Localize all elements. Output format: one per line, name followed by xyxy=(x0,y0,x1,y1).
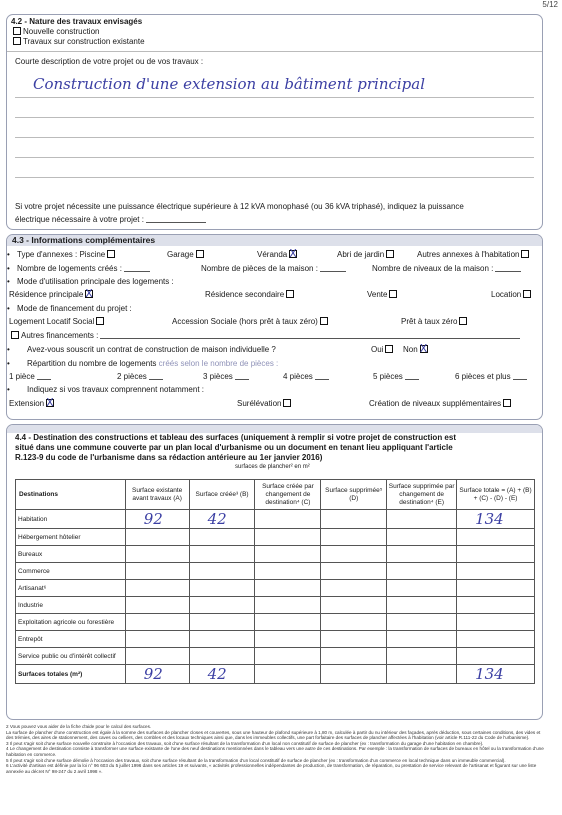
col-header-e: Surface supprimée par changement de destination⁴ (E) xyxy=(387,480,457,510)
surface-cell-total[interactable] xyxy=(457,614,535,631)
surface-cell-e[interactable] xyxy=(387,580,457,597)
surface-cell-c[interactable] xyxy=(255,510,321,529)
surface-cell-a[interactable]: 92 xyxy=(125,665,189,684)
footnotes xyxy=(6,724,546,774)
pieces-6: 6 pièces et plus xyxy=(455,372,529,381)
nb-pieces-input[interactable] xyxy=(320,271,346,272)
surface-cell-a[interactable] xyxy=(125,614,189,631)
checkbox-ptz[interactable] xyxy=(459,317,467,325)
destination-label: Habitation xyxy=(16,510,126,529)
surface-cell-d[interactable] xyxy=(321,563,387,580)
surface-cell-d[interactable] xyxy=(321,648,387,665)
contrat-non: NonX xyxy=(403,345,430,354)
table-row xyxy=(16,631,535,648)
checkbox-residence-principale[interactable] xyxy=(85,290,93,298)
surface-cell-total[interactable]: 134 xyxy=(457,665,535,684)
table-row xyxy=(16,597,535,614)
surface-cell-e[interactable] xyxy=(387,597,457,614)
description-line xyxy=(15,137,534,138)
pieces-5-input[interactable] xyxy=(405,379,419,380)
surface-cell-b[interactable] xyxy=(189,580,255,597)
table-row xyxy=(16,614,535,631)
surface-cell-b[interactable] xyxy=(189,563,255,580)
col-header-d: Surface supprimée⁵ (D) xyxy=(321,480,387,510)
checkbox-autres-financements[interactable] xyxy=(11,331,19,339)
checkbox-veranda[interactable] xyxy=(289,250,297,258)
col-header-c: Surface créée par changement de destination⁴ (C) xyxy=(255,480,321,510)
surface-cell-a[interactable] xyxy=(125,597,189,614)
divider xyxy=(7,51,542,52)
surface-cell-d[interactable] xyxy=(321,597,387,614)
autres-financements-input[interactable] xyxy=(100,338,520,339)
table-row xyxy=(16,665,535,684)
surface-cell-a[interactable] xyxy=(125,529,189,546)
destination-label: Entrepôt xyxy=(16,631,126,648)
surface-cell-d[interactable] xyxy=(321,546,387,563)
section-4-4-bar xyxy=(7,425,542,433)
surface-cell-e[interactable] xyxy=(387,614,457,631)
surelevation: Surélévation xyxy=(237,399,293,408)
vente: Vente xyxy=(367,290,399,299)
mode-financement-label: • Mode de financement du projet : xyxy=(7,304,132,313)
checkbox-piscine[interactable] xyxy=(107,250,115,258)
col-header-total: Surface totale = (A) + (B) + (C) - (D) - (E) xyxy=(457,480,535,510)
option-existing-construction[interactable]: Travaux sur construction existante xyxy=(11,37,145,46)
surface-cell-b[interactable] xyxy=(189,631,255,648)
footnote: 3 Il peut s'agir soit d'une surface nouvelle construite à l'occasion des travaux, soit d'une surface résultant de la transformation d'un local non constitutif de surface de plancher (ex : transformation du garage d'une habitation en chambre). xyxy=(6,740,484,746)
table-row xyxy=(16,510,535,529)
description-line xyxy=(15,177,534,178)
surface-cell-a[interactable] xyxy=(125,648,189,665)
surface-cell-e[interactable] xyxy=(387,563,457,580)
surface-cell-d[interactable] xyxy=(321,665,387,684)
power-question: Si votre projet nécessite une puissance électrique supérieure à 12 kVA monophasé (ou 36 kVA triphasé), indiquez la puissance xyxy=(15,202,464,211)
niveaux-supplementaires: Création de niveaux supplémentaires xyxy=(369,399,513,408)
repartition-label: • Répartition du nombre de logements créés selon le nombre de pièces : xyxy=(7,359,279,368)
surface-cell-a[interactable] xyxy=(125,580,189,597)
surface-cell-b[interactable] xyxy=(189,529,255,546)
surface-cell-e[interactable] xyxy=(387,648,457,665)
travaux-question: • Indiquez si vos travaux comprennent notamment : xyxy=(7,385,204,394)
checkbox-extension[interactable] xyxy=(46,399,54,407)
surface-cell-c[interactable] xyxy=(255,580,321,597)
nb-niveaux-input[interactable] xyxy=(495,271,521,272)
pieces-1: 1 pièce xyxy=(9,372,53,381)
surface-cell-c[interactable] xyxy=(255,648,321,665)
surface-cell-b[interactable] xyxy=(189,597,255,614)
table-row xyxy=(16,563,535,580)
surface-cell-total[interactable] xyxy=(457,529,535,546)
table-row xyxy=(16,580,535,597)
checkbox-non[interactable] xyxy=(420,345,428,353)
description-line xyxy=(15,117,534,118)
description-value[interactable]: Construction d'une extension au bâtiment principal xyxy=(33,75,426,93)
surface-cell-a[interactable] xyxy=(125,563,189,580)
section-4-2-title: 4.2 - Nature des travaux envisagés xyxy=(11,17,143,26)
checkbox-garage[interactable] xyxy=(196,250,204,258)
table-row xyxy=(16,648,535,665)
autres-financements: Autres financements : xyxy=(9,331,522,340)
checkbox-abri[interactable] xyxy=(386,250,394,258)
power-question-line2: électrique nécessaire à votre projet : xyxy=(15,215,208,224)
section-4-4-title-line1: 4.4 - Destination des constructions et tableau des surfaces (uniquement à remplir si votre projet de construction est xyxy=(15,433,456,442)
surface-cell-d[interactable] xyxy=(321,580,387,597)
surface-cell-d[interactable] xyxy=(321,631,387,648)
surface-cell-total[interactable] xyxy=(457,631,535,648)
checkbox-lls[interactable] xyxy=(96,317,104,325)
footnote: 5 Il peut s'agir soit d'une surface démolie à l'occasion des travaux, soit d'une surface résultant de la transformation d'un local constitutif de surface de plancher (ex : transformation d'un commerce en local technique dans un immeuble commercial). xyxy=(6,757,506,763)
annex-autres: Autres annexes à l'habitation xyxy=(417,250,531,259)
surface-cell-total[interactable] xyxy=(457,580,535,597)
pieces-6-input[interactable] xyxy=(513,379,527,380)
nb-pieces: Nombre de pièces de la maison : xyxy=(201,264,348,273)
destination-label: Artisanat⁶ xyxy=(16,580,126,597)
surface-cell-total[interactable] xyxy=(457,563,535,580)
ptz: Prêt à taux zéro xyxy=(401,317,469,326)
col-header-a: Surface existante avant travaux (A) xyxy=(125,480,189,510)
destination-label: Industrie xyxy=(16,597,126,614)
col-header-destinations: Destinations xyxy=(16,480,126,510)
accession-sociale: Accession Sociale (hors prêt à taux zéro) xyxy=(172,317,330,326)
pieces-5: 5 pièces xyxy=(373,372,421,381)
surface-cell-total[interactable]: 134 xyxy=(457,510,535,529)
footnote: 6 L'activité d'artisan est définie par la loi n° 96 603 du 5 juillet 1996 dans ses articles 19 et suivants, « activités professionnelles indépendantes de production, de transformation, de réparation, ou prestation de service relevant de l'artisanat et figurant sur une liste annexée au décret N° 98-247 du 2 avril 1998 ». xyxy=(6,763,537,774)
checkbox-surelevation[interactable] xyxy=(283,399,291,407)
checkbox-existing-construction[interactable] xyxy=(13,37,21,45)
checkbox-vente[interactable] xyxy=(389,290,397,298)
nb-niveaux: Nombre de niveaux de la maison : xyxy=(372,264,523,273)
surface-cell-e[interactable] xyxy=(387,631,457,648)
pieces-2: 2 pièces xyxy=(117,372,165,381)
surface-cell-a[interactable]: 92 xyxy=(125,510,189,529)
surface-cell-total[interactable] xyxy=(457,597,535,614)
table-row xyxy=(16,546,535,563)
surface-cell-c[interactable] xyxy=(255,631,321,648)
checkbox-oui[interactable] xyxy=(385,345,393,353)
table-row xyxy=(16,529,535,546)
surface-cell-e[interactable] xyxy=(387,546,457,563)
surface-cell-b[interactable]: 42 xyxy=(189,665,255,684)
page-number: 5/12 xyxy=(542,0,558,9)
section-4-4-title-line2: situé dans une commune couverte par un plan local d'urbanisme ou un document en tenant lieu appliquant l'article xyxy=(15,443,453,452)
section-4-3-header xyxy=(7,235,542,246)
surface-cell-e[interactable] xyxy=(387,665,457,684)
surface-cell-e[interactable] xyxy=(387,529,457,546)
footnote: La surface de plancher d'une construction est égale à la somme des surfaces de plancher closes et couvertes, sous une hauteur de plafond supérieure à 1,80 m, calculée à partir du nu intérieur des façades, après déduction, sous certaines conditions, des vides et des trémies, des aires de stationnement, des caves ou celliers, des combles et des locaux techniques ainsi que, dans les immeubles collectifs, une part forfaitaire des surfaces de plancher affectées à l'habitation (voir article R.111-22 du Code de l'urbanisme). xyxy=(6,729,541,741)
pieces-4: 4 pièces xyxy=(283,372,331,381)
surface-cell-e[interactable] xyxy=(387,510,457,529)
pieces-3-input[interactable] xyxy=(235,379,249,380)
power-input[interactable] xyxy=(146,222,206,223)
surface-cell-b[interactable] xyxy=(189,648,255,665)
option-new-construction[interactable]: Nouvelle construction xyxy=(11,27,99,36)
surface-cell-a[interactable] xyxy=(125,546,189,563)
checkbox-accession-sociale[interactable] xyxy=(320,317,328,325)
surface-cell-b[interactable]: 42 xyxy=(189,510,255,529)
col-header-b: Surface créée³ (B) xyxy=(189,480,255,510)
checkbox-niveaux-supplementaires[interactable] xyxy=(503,399,511,407)
table-header-row xyxy=(16,480,535,510)
mode-utilisation-label: • Mode d'utilisation principale des logements : xyxy=(7,277,174,286)
description-line xyxy=(15,157,534,158)
section-4-3 xyxy=(6,234,543,420)
surface-cell-b[interactable] xyxy=(189,546,255,563)
destination-label: Commerce xyxy=(16,563,126,580)
surface-cell-d[interactable] xyxy=(321,510,387,529)
surface-cell-b[interactable] xyxy=(189,614,255,631)
checkbox-location[interactable] xyxy=(523,290,531,298)
annex-veranda: VérandaX xyxy=(257,250,299,259)
surfaces-table-body xyxy=(16,510,535,684)
contrat-oui: Oui xyxy=(371,345,395,354)
surface-cell-c[interactable] xyxy=(255,563,321,580)
surface-cell-c[interactable] xyxy=(255,597,321,614)
surface-cell-c[interactable] xyxy=(255,614,321,631)
destination-label: Hébergement hôtelier xyxy=(16,529,126,546)
section-4-4 xyxy=(6,424,543,720)
surface-cell-d[interactable] xyxy=(321,614,387,631)
nb-logements: • Nombre de logements créés : xyxy=(7,264,152,273)
destination-label: Surfaces totales (m²) xyxy=(16,665,126,684)
section-4-4-title-line3: R.123-9 du code de l'urbanisme dans sa rédaction antérieure au 1er janvier 2016) xyxy=(15,453,323,462)
residence-secondaire: Résidence secondaire xyxy=(205,290,296,299)
pieces-4-input[interactable] xyxy=(315,379,329,380)
footnote: 2 Vous pouvez vous aider de la fiche d'aide pour le calcul des surfaces. xyxy=(6,724,152,729)
contrat-question: • Avez-vous souscrit un contrat de construction de maison individuelle ? xyxy=(7,345,276,354)
annex-garage: Garage xyxy=(167,250,206,259)
description-line xyxy=(15,97,534,98)
section-4-2 xyxy=(6,14,543,230)
section-4-3-title: 4.3 - Informations complémentaires xyxy=(12,235,156,245)
pieces-3: 3 pièces xyxy=(203,372,251,381)
surface-cell-d[interactable] xyxy=(321,529,387,546)
surfaces-table xyxy=(15,479,535,684)
destination-label: Exploitation agricole ou forestière xyxy=(16,614,126,631)
annex-abri: Abri de jardin xyxy=(337,250,396,259)
surface-cell-c[interactable] xyxy=(255,665,321,684)
checkbox-new-construction[interactable] xyxy=(13,27,21,35)
surface-cell-c[interactable] xyxy=(255,546,321,563)
surfaces-subtitle: surfaces de plancher² en m² xyxy=(235,464,310,470)
annex-row: • Type d'annexes : Piscine xyxy=(7,250,117,259)
nb-logements-input[interactable] xyxy=(124,271,150,272)
pieces-2-input[interactable] xyxy=(149,379,163,380)
surface-cell-total[interactable] xyxy=(457,546,535,563)
checkbox-autres-annexes[interactable] xyxy=(521,250,529,258)
surface-cell-a[interactable] xyxy=(125,631,189,648)
lls: Logement Locatif Social xyxy=(9,317,106,326)
residence-principale: Résidence principaleX xyxy=(9,290,95,299)
destination-label: Service public ou d'intérêt collectif xyxy=(16,648,126,665)
checkbox-residence-secondaire[interactable] xyxy=(286,290,294,298)
surface-cell-total[interactable] xyxy=(457,648,535,665)
surface-cell-c[interactable] xyxy=(255,529,321,546)
location: Location xyxy=(491,290,533,299)
extension: ExtensionX xyxy=(9,399,56,408)
pieces-1-input[interactable] xyxy=(37,379,51,380)
destination-label: Bureaux xyxy=(16,546,126,563)
footnote: 4 Le changement de destination consiste à transformer une surface existante de l'une des neuf destinations mentionnées dans le tableau vers une autre de ces destinations. Par exemple : la transformation de surfaces de bureaux en hôtel ou la transformation d'une habitation en commerce. xyxy=(6,746,544,757)
description-label: Courte description de votre projet ou de vos travaux : xyxy=(15,57,204,66)
